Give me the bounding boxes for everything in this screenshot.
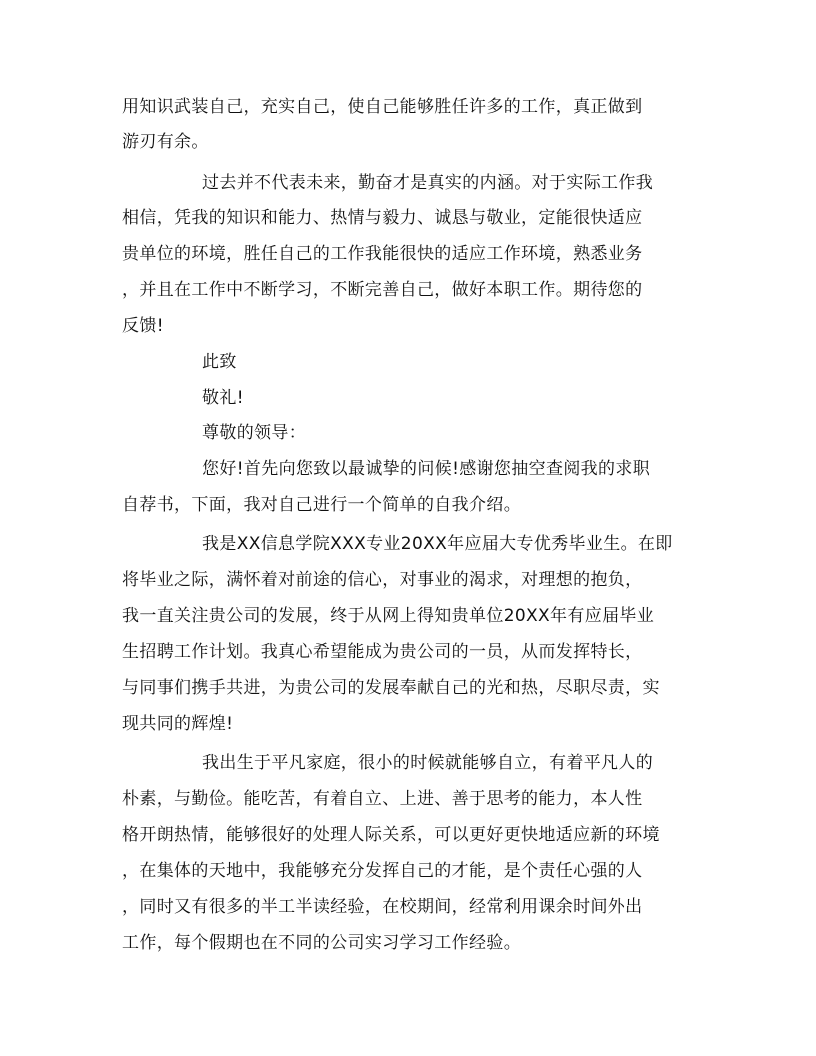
text-line: 工作，每个假期也在不同的公司实习学习工作经验。 xyxy=(122,933,522,953)
text-line: 生招聘工作计划。我真心希望能成为贵公司的一员，从而发挥特长， xyxy=(122,642,643,662)
text-line: 游刃有余。 xyxy=(122,132,209,152)
text-line: 您好!首先向您致以最诚挚的问候!感谢您抽空查阅我的求职 xyxy=(202,459,651,479)
text-line: 过去并不代表未来，勤奋才是真实的内涵。对于实际工作我 xyxy=(202,173,654,193)
text-line: 我是XX信息学院XXX专业20XX年应届大专优秀毕业生。在即 xyxy=(202,534,673,554)
text-line: ，在集体的天地中，我能够充分发挥自己的才能，是个责任心强的人 xyxy=(122,861,643,881)
text-line: ，同时又有很多的半工半读经验，在校期间，经常利用课余时间外出 xyxy=(122,897,643,917)
text-line: 贵单位的环境，胜任自己的工作我能很快的适应工作环境，熟悉业务 xyxy=(122,244,643,264)
text-line: 相信，凭我的知识和能力、热情与毅力、诚恳与敬业，定能很快适应 xyxy=(122,208,643,228)
text-line: 格开朗热情，能够很好的处理人际关系，可以更好更快地适应新的环境 xyxy=(122,825,660,845)
text-line: 此致 xyxy=(202,352,237,372)
text-line: 现共同的辉煌! xyxy=(122,714,234,734)
text-line: 尊敬的领导： xyxy=(202,423,307,443)
text-line: 敬礼! xyxy=(202,388,244,408)
text-line: 我出生于平凡家庭，很小的时候就能够自立，有着平凡人的 xyxy=(202,753,654,773)
text-line: 将毕业之际，满怀着对前途的信心，对事业的渴求，对理想的抱负， xyxy=(122,570,643,590)
text-line: 反馈! xyxy=(122,316,164,336)
text-line: 自荐书，下面，我对自己进行一个简单的自我介绍。 xyxy=(122,495,522,515)
text-line: 与同事们携手共进，为贵公司的发展奉献自己的光和热，尽职尽责，实 xyxy=(122,678,660,698)
text-line: 朴素，与勤俭。能吃苦，有着自立、上进、善于思考的能力，本人性 xyxy=(122,789,643,809)
text-line: ，并且在工作中不断学习，不断完善自己，做好本职工作。期待您的 xyxy=(122,280,643,300)
text-line: 我一直关注贵公司的发展，终于从网上得知贵单位20XX年有应届毕业 xyxy=(122,606,655,626)
text-line: 用知识武装自己，充实自己，使自己能够胜任许多的工作，真正做到 xyxy=(122,97,643,117)
